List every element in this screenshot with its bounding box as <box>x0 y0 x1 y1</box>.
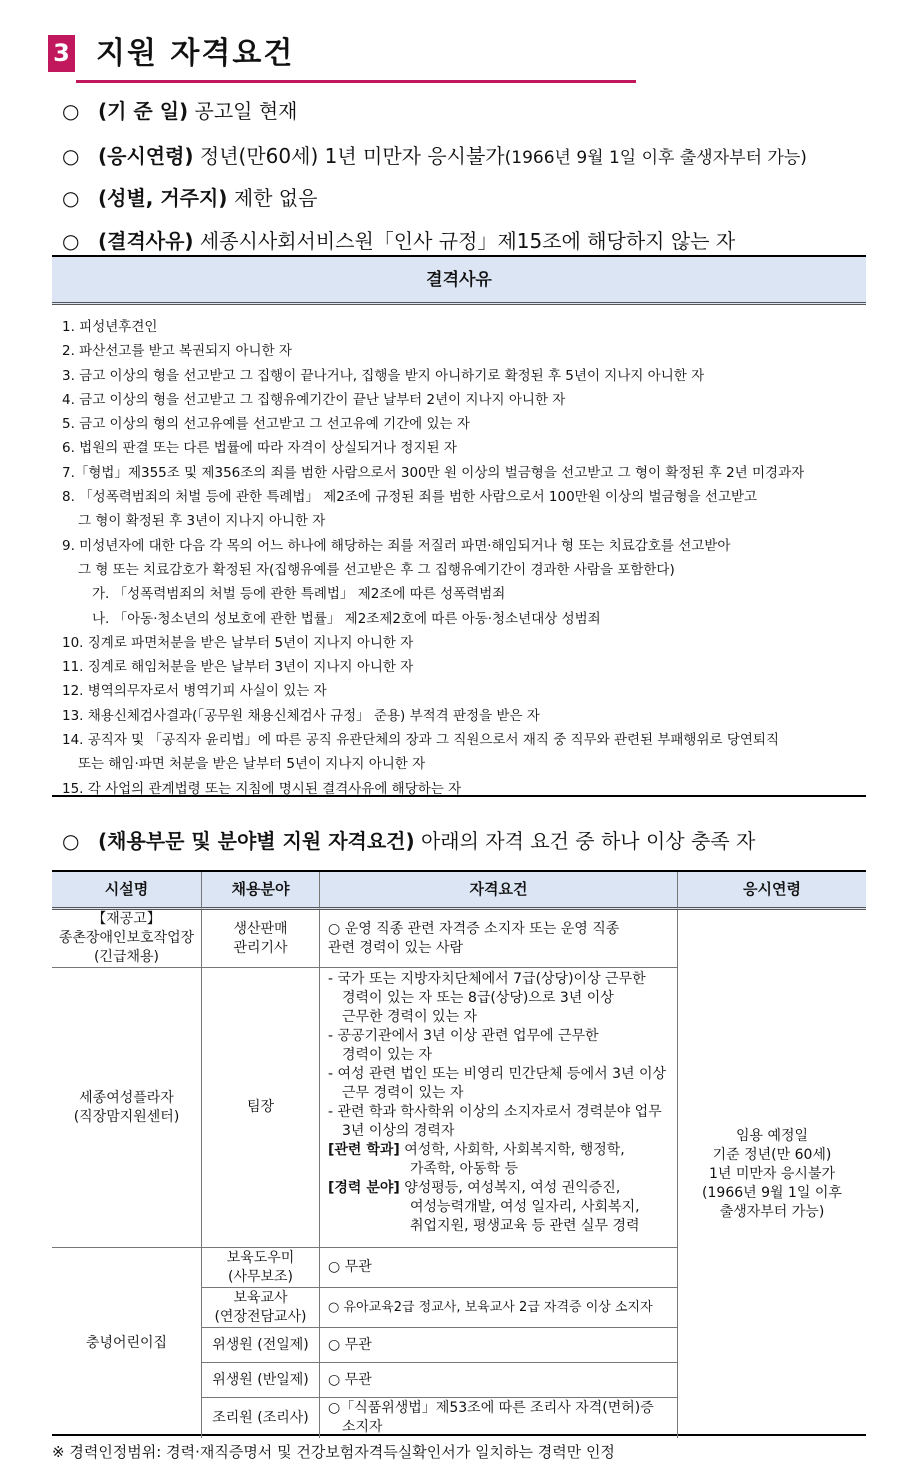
criterion-base-date <box>62 96 298 126</box>
qualification-sanitation-half: ○ 무관 <box>320 1363 678 1398</box>
field-line: 생산판매 <box>233 920 288 937</box>
age-line: (1966년 9월 1일 이후 <box>702 1184 842 1201</box>
qual-line: - 여성 관련 법인 또는 비영리 민간단체 등에서 3년 이상 <box>328 1066 667 1082</box>
list-item: 4. 금고 이상의 형을 선고받고 그 집행유예기간이 끝난 날부터 2년이 지나지 아니한 자 <box>62 391 566 408</box>
criterion-gender-residence <box>62 183 317 213</box>
qualification-childcare-teacher: ○ 유아교육2급 정교사, 보육교사 2급 자격증 이상 소지자 <box>320 1288 678 1328</box>
qual-line: 여성능력개발, 여성 일자리, 사회복지, <box>410 1199 640 1215</box>
list-item: 5. 금고 이상의 형의 선고유예를 선고받고 그 선고유예 기간에 있는 자 <box>62 416 470 433</box>
circle-bullet: ○ <box>62 144 80 168</box>
qualification-team-leader <box>320 968 678 1248</box>
list-item: 또는 해임·파면 처분을 받은 날부터 5년이 지나지 아니한 자 <box>78 756 426 773</box>
field-sanitation-half: 위생원 (반일제) <box>202 1363 320 1398</box>
list-item: 8. 「성폭력범죄의 처벌 등에 관한 특례법」 제2조에 규정된 죄를 범한 사람으로서 100만원 이상의 벌금형을 선고받고 <box>62 489 758 506</box>
section-title: 지원 자격요건 <box>96 36 295 71</box>
header-facility: 시설명 <box>52 872 202 910</box>
qual-line: 근무 경력이 있는 자 <box>342 1085 464 1101</box>
criterion-text: 정년(만60세) 1년 미만자 응시불가 <box>199 144 505 168</box>
age-requirement <box>678 910 866 1438</box>
header-field: 채용분야 <box>202 872 320 910</box>
qual-line: ○「식품위생법」제53조에 따른 조리사 자격(면허)증 <box>328 1400 654 1416</box>
list-item: 9. 미성년자에 대한 다음 각 목의 어느 하나에 해당하는 죄를 저질러 파면·해임되거나 형 또는 치료감호를 선고받아 <box>62 537 731 554</box>
qual-line: 경력이 있는 자 <box>342 1047 433 1063</box>
list-item: 2. 파산선고를 받고 복권되지 아니한 자 <box>62 343 292 360</box>
circle-bullet: ○ <box>62 99 80 123</box>
field-line: (사무보조) <box>227 1268 294 1285</box>
list-item: 그 형 또는 치료감호가 확정된 자(집행유예를 선고받은 후 그 집행유예기간이 경과한 사람을 포함한다) <box>78 561 675 578</box>
section-underline <box>76 80 636 83</box>
criterion-text: 제한 없음 <box>233 186 318 210</box>
criterion-key: (채용부문 및 분야별 지원 자격요건) <box>98 829 415 853</box>
field-line: 보육도우미 <box>226 1249 295 1266</box>
criterion-key: (성별, 거주지) <box>98 186 228 210</box>
disqualification-box <box>52 255 866 797</box>
list-item: 15. 각 사업의 관계법령 또는 지침에 명시된 결격사유에 해당하는 자 <box>62 780 462 797</box>
career-key: [경력 분야] <box>328 1180 400 1196</box>
recruit-criterion <box>62 826 755 856</box>
age-line: 1년 미만자 응시불가 <box>709 1165 835 1182</box>
field-sanitation-full: 위생원 (전일제) <box>202 1328 320 1363</box>
qual-line: 가족학, 아동학 등 <box>410 1161 519 1177</box>
age-line: 기준 정년(만 60세) <box>712 1146 832 1163</box>
field-cook: 조리원 (조리사) <box>202 1398 320 1438</box>
qual-line: - 관련 학과 학사학위 이상의 소지자로서 경력분야 업무 <box>328 1104 662 1120</box>
list-item: 3. 금고 이상의 형을 선고받고 그 집행이 끝나거나, 집행을 받지 아니하기로 확정된 후 5년이 지나지 아니한 자 <box>62 367 705 384</box>
criterion-disqualification <box>62 226 735 256</box>
circle-bullet: ○ <box>62 229 80 253</box>
section-number: 3 <box>48 35 75 72</box>
age-line: 임용 예정일 <box>735 1127 809 1144</box>
career-note: ※ 경력인정범위: 경력·재직증명서 및 건강보험자격득실확인서가 일치하는 경력만 인정 <box>52 1443 615 1461</box>
list-item: 6. 법원의 판결 또는 다른 법률에 따라 자격이 상실되거나 정지된 자 <box>62 440 457 457</box>
qual-line: 여성학, 사회학, 사회복지학, 행정학, <box>404 1142 625 1158</box>
circle-bullet: ○ <box>62 186 80 210</box>
qual-line: 3년 이상의 경력자 <box>342 1123 455 1139</box>
qual-line: 소지자 <box>342 1419 383 1435</box>
field-sales-manager <box>202 910 320 968</box>
qual-line: - 공공기관에서 3년 이상 관련 업무에 근무한 <box>328 1028 599 1044</box>
facility-chungnyeong: 충녕어린이집 <box>52 1248 202 1438</box>
criterion-text: 아래의 자격 요건 중 하나 이상 충족 자 <box>420 829 756 853</box>
field-team-leader: 팀장 <box>202 968 320 1248</box>
circle-bullet: ○ <box>62 829 80 853</box>
criterion-key: (응시연령) <box>98 144 194 168</box>
criterion-text: 공고일 현재 <box>194 99 298 123</box>
qualification-childcare-helper: ○ 무관 <box>320 1248 678 1288</box>
list-item: 그 형이 확정된 후 3년이 지나지 아니한 자 <box>78 513 326 530</box>
header-qualification: 자격요건 <box>320 872 678 910</box>
header-age: 응시연령 <box>678 872 866 910</box>
facility-line: 세종여성플라자 <box>79 1089 174 1106</box>
qual-line: - 국가 또는 지방자치단체에서 7급(상당)이상 근무한 <box>328 971 646 987</box>
criterion-note: (1966년 9월 1일 이후 출생자부터 가능) <box>504 148 807 168</box>
criterion-text: 세종시사회서비스원「인사 규정」제15조에 해당하지 않는 자 <box>199 229 736 253</box>
facility-line: (긴급채용) <box>93 949 160 965</box>
field-line: (연장전담교사) <box>214 1308 307 1325</box>
dept-key: [관련 학과] <box>328 1142 400 1158</box>
list-item: 1. 피성년후견인 <box>62 319 158 335</box>
list-item: 14. 공직자 및 「공직자 윤리법」에 따른 공직 유관단체의 장과 그 직원으로서 재직 중 직무와 관련된 부패행위로 당연퇴직 <box>62 732 780 749</box>
facility-line: 종촌장애인보호작업장 <box>58 930 195 946</box>
qual-line: 취업지원, 평생교육 등 관련 실무 경력 <box>410 1218 640 1234</box>
qual-line: 양성평등, 여성복지, 여성 권익증진, <box>404 1180 621 1196</box>
qual-line: 근무한 경력이 있는 자 <box>342 1009 478 1025</box>
field-line: 관리기사 <box>233 939 288 956</box>
list-item: 13. 채용신체검사결과(「공무원 채용신체검사 규정」 준용) 부적격 판정을 받은 자 <box>62 707 540 724</box>
qualification-sanitation-full: ○ 무관 <box>320 1328 678 1363</box>
qualification-cook <box>320 1398 678 1438</box>
criterion-key: (결격사유) <box>98 229 194 253</box>
list-item: 가. 「성폭력범죄의 처벌 등에 관한 특례법」 제2조에 따른 성폭력범죄 <box>92 586 506 603</box>
list-item: 7.「형법」제355조 및 제356조의 죄를 범한 사람으로서 300만 원 이상의 벌금형을 선고받고 그 형이 확정된 후 2년 미경과자 <box>62 464 805 481</box>
facility-line: (직장맘지원센터) <box>73 1108 180 1125</box>
facility-women-plaza <box>52 968 202 1248</box>
qual-line: ○ 운영 직종 관련 자격증 소지자 또는 운영 직종 <box>328 920 620 937</box>
list-item: 11. 징계로 해임처분을 받은 날부터 3년이 지나지 아니한 자 <box>62 659 414 676</box>
disqualification-list <box>52 305 866 801</box>
list-item: 12. 병역의무자로서 병역기피 사실이 있는 자 <box>62 683 327 700</box>
qualification-sales-manager <box>320 910 678 968</box>
field-childcare-teacher <box>202 1288 320 1328</box>
list-item: 나. 「아동·청소년의 성보호에 관한 법률」 제2조제2호에 따른 아동·청소년대상 성범죄 <box>92 610 601 627</box>
facility-line: 【재공고】 <box>92 911 161 927</box>
age-line: 출생자부터 가능) <box>719 1203 825 1220</box>
disqualification-header: 결격사유 <box>52 257 866 305</box>
facility-jongchon <box>52 910 202 968</box>
criterion-key: (기 준 일) <box>98 99 189 123</box>
field-line: 보육교사 <box>233 1289 288 1306</box>
section-header <box>48 32 636 84</box>
qual-line: 관련 경력이 있는 사람 <box>328 939 464 956</box>
recruit-table <box>52 870 866 1436</box>
criterion-age <box>62 141 807 173</box>
qual-line: 경력이 있는 자 또는 8급(상당)으로 3년 이상 <box>342 990 614 1006</box>
field-childcare-helper <box>202 1248 320 1288</box>
list-item: 10. 징계로 파면처분을 받은 날부터 5년이 지나지 아니한 자 <box>62 634 414 651</box>
